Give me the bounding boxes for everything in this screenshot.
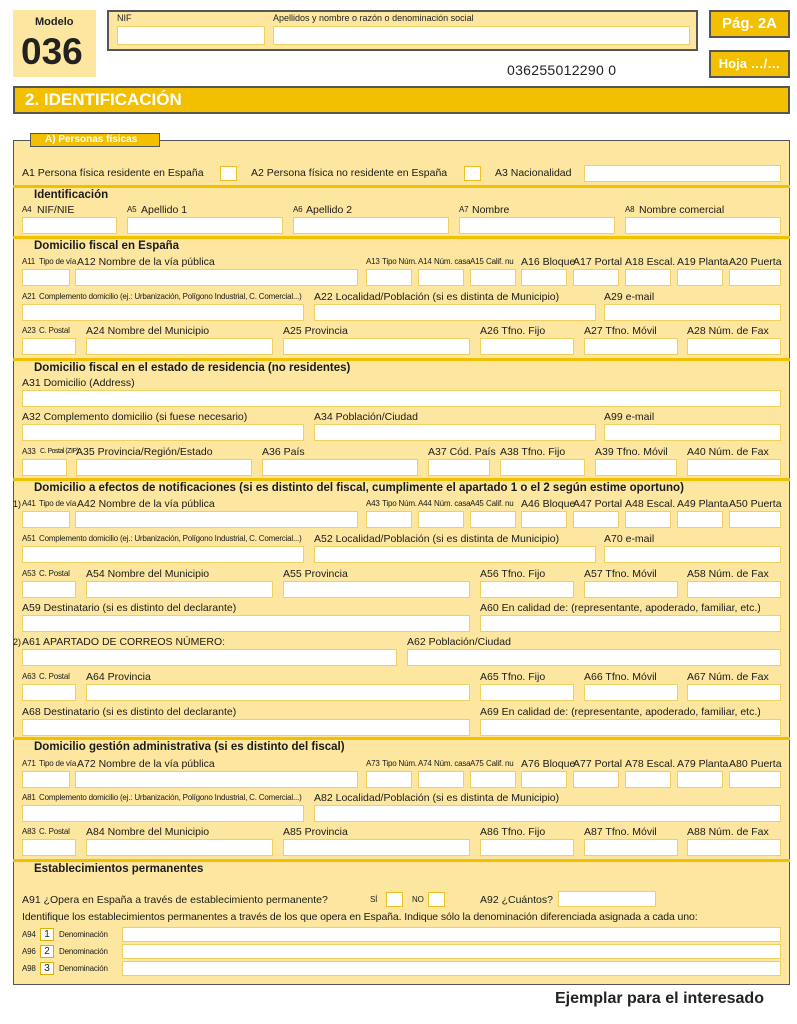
label-a52: A52 Localidad/Población (si es distinta de Municipio) — [314, 533, 560, 545]
cpostal-field[interactable] — [22, 338, 76, 355]
label-a79: A79 Planta — [677, 758, 729, 770]
provincia-field[interactable] — [283, 581, 470, 598]
label-a47: A47 Portal — [573, 498, 623, 510]
label-a40: A40 Núm. de Fax — [687, 446, 769, 458]
calidad-field[interactable] — [480, 719, 781, 736]
localidad-field[interactable] — [314, 546, 596, 563]
fax-field[interactable] — [687, 581, 781, 598]
name-field[interactable] — [273, 26, 690, 45]
tfno-movil-field[interactable] — [584, 338, 678, 355]
tfno-movil-res-field[interactable] — [595, 459, 677, 476]
puerta-field[interactable] — [729, 771, 781, 788]
tipo-num-field[interactable] — [366, 771, 412, 788]
label-a92: A92 ¿Cuántos? — [480, 894, 553, 906]
residencia-header: Domicilio fiscal en el estado de residencia (no residentes) — [14, 361, 363, 375]
label-a98: A98 — [22, 964, 36, 973]
portal-field[interactable] — [573, 269, 619, 286]
denominacion-3-field[interactable] — [122, 961, 781, 976]
email-field[interactable] — [604, 546, 781, 563]
nif-nie-field[interactable] — [22, 217, 117, 234]
label-a64: A64 Provincia — [86, 671, 151, 683]
label-a6-text: Apellido 2 — [306, 204, 353, 216]
label-a72: A72 Nombre de la vía pública — [77, 758, 215, 770]
domicilio-address-field[interactable] — [22, 390, 781, 407]
denominacion-1-field[interactable] — [122, 927, 781, 942]
label-a5-text: Apellido 1 — [141, 204, 188, 216]
label-a86: A86 Tfno. Fijo — [480, 826, 546, 838]
si-checkbox[interactable] — [386, 892, 403, 907]
label-a27: A27 Tfno. Móvil — [584, 325, 657, 337]
label-a2: A2 Persona física no residente en España — [251, 167, 448, 179]
label-a66: A66 Tfno. Móvil — [584, 671, 657, 683]
label-no: NO — [412, 895, 424, 904]
label-a77: A77 Portal — [573, 758, 623, 770]
label-a57: A57 Tfno. Móvil — [584, 568, 657, 580]
label-a36: A36 País — [262, 446, 305, 458]
sheet-badge: Hoja …/… — [709, 50, 790, 78]
calif-field[interactable] — [470, 771, 516, 788]
pais-field[interactable] — [262, 459, 418, 476]
label-a16: A16 Bloque — [521, 256, 576, 268]
label-complemento: Complemento domicilio (ej.: Urbanización, Polígono Industrial, C. Comercial...) — [39, 534, 302, 543]
fax-res-field[interactable] — [687, 459, 781, 476]
nif-field[interactable] — [117, 26, 265, 45]
label-a23: A23 — [22, 326, 36, 335]
email-field[interactable] — [604, 304, 781, 321]
label-cpostal: C. Postal — [39, 326, 70, 335]
label-tipo-via: Tipo de vía — [39, 499, 77, 508]
label-a59: A59 Destinatario (si es distinto del declarante) — [22, 602, 237, 614]
fax-field[interactable] — [687, 338, 781, 355]
destinatario-field[interactable] — [22, 719, 470, 736]
zip-field[interactable] — [22, 459, 67, 476]
label-a73: A73 — [366, 759, 380, 768]
label-cpostal: C. Postal — [39, 569, 70, 578]
label-a18: A18 Escal. — [625, 256, 676, 268]
cuantos-field[interactable] — [558, 891, 656, 907]
tipo-via-field[interactable] — [22, 771, 70, 788]
label-a58: A58 Núm. de Fax — [687, 568, 769, 580]
label-a12: A12 Nombre de la vía pública — [77, 256, 215, 268]
label-a62: A62 Población/Ciudad — [407, 636, 511, 648]
label-complemento: Complemento domicilio (ej.: Urbanización, Polígono Industrial, C. Comercial...) — [39, 793, 302, 802]
label-denominacion: Denominación — [59, 930, 108, 939]
label-a80: A80 Puerta — [729, 758, 782, 770]
num-1: 1 — [40, 928, 54, 941]
label-a19: A19 Planta — [677, 256, 729, 268]
label-opt-2: 2) — [13, 637, 22, 647]
label-a42: A42 Nombre de la vía pública — [77, 498, 215, 510]
poblacion-field[interactable] — [407, 649, 781, 666]
gestion-header: Domicilio gestión administrativa (si es distinto del fiscal) — [14, 740, 351, 754]
poblacion-res-field[interactable] — [314, 424, 596, 441]
provincia-field[interactable] — [86, 684, 470, 701]
cpostal-field[interactable] — [22, 581, 76, 598]
label-cpostal: C. Postal — [39, 672, 70, 681]
label-tipo-num: Tipo Núm. — [382, 759, 417, 768]
num-casa-field[interactable] — [418, 511, 464, 528]
page-badge: Pág. 2A — [709, 10, 790, 38]
label-a45: A45 — [470, 499, 484, 508]
label-a26: A26 Tfno. Fijo — [480, 325, 546, 337]
localidad-field[interactable] — [314, 805, 781, 822]
label-denominacion: Denominación — [59, 947, 108, 956]
label-a63: A63 — [22, 672, 36, 681]
puerta-field[interactable] — [729, 511, 781, 528]
label-a11: A11 — [22, 257, 36, 266]
puerta-field[interactable] — [729, 269, 781, 286]
cpostal-field[interactable] — [22, 684, 76, 701]
portal-field[interactable] — [573, 771, 619, 788]
label-calif: Calif. nu — [486, 759, 514, 768]
portal-field[interactable] — [573, 511, 619, 528]
label-a1: A1 Persona física residente en España — [22, 167, 204, 179]
label-num-casa: Núm. casa — [434, 257, 471, 266]
name-label: Apellidos y nombre o razón o denominación social — [273, 13, 474, 23]
tfno-fijo-field[interactable] — [480, 581, 574, 598]
num-casa-field[interactable] — [418, 269, 464, 286]
label-si: SÍ — [370, 895, 378, 904]
label-a41: A41 — [22, 499, 36, 508]
tfno-movil-field[interactable] — [584, 581, 678, 598]
modelo-box — [13, 10, 96, 77]
personas-tab: A) Personas físicas — [30, 133, 160, 147]
nombre-field[interactable] — [459, 217, 615, 234]
escalera-field[interactable] — [625, 269, 671, 286]
provincia-field[interactable] — [283, 839, 470, 856]
label-a25: A25 Provincia — [283, 325, 348, 337]
label-a54: A54 Nombre del Municipio — [86, 568, 210, 580]
label-a88: A88 Núm. de Fax — [687, 826, 769, 838]
label-a28: A28 Núm. de Fax — [687, 325, 769, 337]
tipo-num-field[interactable] — [366, 511, 412, 528]
label-a50: A50 Puerta — [729, 498, 782, 510]
tfno-fijo-field[interactable] — [480, 839, 574, 856]
num-2: 2 — [40, 945, 54, 958]
provincia-estado-field[interactable] — [76, 459, 252, 476]
establecimientos-header: Establecimientos permanentes — [14, 862, 209, 876]
planta-field[interactable] — [677, 511, 723, 528]
provincia-field[interactable] — [283, 338, 470, 355]
label-a68: A68 Destinatario (si es distinto del declarante) — [22, 706, 237, 718]
label-a53: A53 — [22, 569, 36, 578]
footer-text: Ejemplar para el interesado — [555, 990, 764, 1007]
escalera-field[interactable] — [625, 771, 671, 788]
label-a60: A60 En calidad de: (representante, apoderado, familiar, etc.) — [480, 602, 761, 614]
label-a82: A82 Localidad/Población (si es distinta de Municipio) — [314, 792, 560, 804]
label-a29: A29 e-mail — [604, 291, 655, 303]
label-a83: A83 — [22, 827, 36, 836]
label-a37: A37 Cód. País — [428, 446, 496, 458]
apellido2-field[interactable] — [293, 217, 449, 234]
modelo-number: 036 — [21, 31, 83, 72]
label-a51: A51 — [22, 534, 36, 543]
label-a8: A8 — [625, 205, 635, 214]
label-a84: A84 Nombre del Municipio — [86, 826, 210, 838]
label-a3: A3 Nacionalidad — [495, 167, 572, 179]
destinatario-field[interactable] — [22, 615, 470, 632]
num-casa-field[interactable] — [418, 771, 464, 788]
tfno-fijo-res-field[interactable] — [500, 459, 585, 476]
tipo-num-field[interactable] — [366, 269, 412, 286]
label-a7-text: Nombre — [472, 204, 510, 216]
planta-field[interactable] — [677, 771, 723, 788]
label-a17: A17 Portal — [573, 256, 623, 268]
escalera-field[interactable] — [625, 511, 671, 528]
cod-pais-field[interactable] — [428, 459, 490, 476]
label-num-casa: Núm. casa — [434, 759, 471, 768]
complemento-res-field[interactable] — [22, 424, 304, 441]
via-publica-field[interactable] — [75, 269, 358, 286]
barcode-number: 036255012290 0 — [507, 62, 617, 78]
label-a46: A46 Bloque — [521, 498, 576, 510]
label-a4-text: NIF/NIE — [37, 204, 75, 216]
apellido1-field[interactable] — [127, 217, 283, 234]
label-tipo-via: Tipo de vía — [39, 257, 77, 266]
a2-checkbox[interactable] — [464, 166, 481, 181]
label-a55: A55 Provincia — [283, 568, 348, 580]
label-a31: A31 Domicilio (Address) — [22, 377, 135, 389]
a1-checkbox[interactable] — [220, 166, 237, 181]
label-a74: A74 — [418, 759, 432, 768]
apartado-field[interactable] — [22, 649, 397, 666]
num-3: 3 — [40, 962, 54, 975]
nif-name-box — [107, 10, 698, 51]
email-res-field[interactable] — [604, 424, 781, 441]
label-a49: A49 Planta — [677, 498, 729, 510]
cpostal-field[interactable] — [22, 839, 76, 856]
label-a34: A34 Población/Ciudad — [314, 411, 418, 423]
planta-field[interactable] — [677, 269, 723, 286]
label-calif: Calif. nu — [486, 257, 514, 266]
nombre-comercial-field[interactable] — [625, 217, 781, 234]
via-publica-field[interactable] — [75, 771, 358, 788]
label-tipo-num: Tipo Núm. — [382, 499, 417, 508]
municipio-field[interactable] — [86, 581, 273, 598]
label-tipo-via: Tipo de vía — [39, 759, 77, 768]
calif-field[interactable] — [470, 269, 516, 286]
label-a39: A39 Tfno. Móvil — [595, 446, 668, 458]
tfno-movil-field[interactable] — [584, 684, 678, 701]
label-a33: A33 — [22, 447, 36, 456]
label-a87: A87 Tfno. Móvil — [584, 826, 657, 838]
label-a75: A75 — [470, 759, 484, 768]
label-a61: A61 APARTADO DE CORREOS NÚMERO: — [22, 636, 226, 648]
label-a6: A6 — [293, 205, 303, 214]
label-a21: A21 — [22, 292, 36, 301]
label-opt-1: 1) — [13, 499, 22, 509]
label-cpzip: C. Postal (ZIP) — [40, 448, 79, 455]
label-a7: A7 — [459, 205, 469, 214]
label-a5: A5 — [127, 205, 137, 214]
bloque-field[interactable] — [521, 511, 567, 528]
fax-field[interactable] — [687, 684, 781, 701]
denominacion-2-field[interactable] — [122, 944, 781, 959]
label-a20: A20 Puerta — [729, 256, 782, 268]
label-num-casa: Núm. casa — [434, 499, 471, 508]
label-a13: A13 — [366, 257, 380, 266]
label-cpostal: C. Postal — [39, 827, 70, 836]
tipo-via-field[interactable] — [22, 269, 70, 286]
no-checkbox[interactable] — [428, 892, 445, 907]
complemento-field[interactable] — [22, 304, 304, 321]
via-publica-field[interactable] — [75, 511, 358, 528]
label-a94: A94 — [22, 930, 36, 939]
municipio-field[interactable] — [86, 338, 273, 355]
label-a15: A15 — [470, 257, 484, 266]
notificaciones-header: Domicilio a efectos de notificaciones (si es distinto del fiscal, cumplimente el apartado 1 o el 2 según estime oportuno) — [14, 481, 696, 495]
label-a8-text: Nombre comercial — [639, 204, 725, 216]
label-a43: A43 — [366, 499, 380, 508]
separator — [13, 185, 790, 188]
label-a4: A4 — [22, 205, 32, 214]
complemento-field[interactable] — [22, 546, 304, 563]
domicilio-fiscal-header: Domicilio fiscal en España — [14, 239, 189, 253]
calif-field[interactable] — [470, 511, 516, 528]
tfno-fijo-field[interactable] — [480, 684, 574, 701]
tfno-fijo-field[interactable] — [480, 338, 574, 355]
label-a70: A70 e-mail — [604, 533, 655, 545]
label-a96: A96 — [22, 947, 36, 956]
label-a81: A81 — [22, 793, 36, 802]
label-a76: A76 Bloque — [521, 758, 576, 770]
label-a32: A32 Complemento domicilio (si fuese necesario) — [22, 411, 248, 423]
label-a78: A78 Escal. — [625, 758, 676, 770]
bloque-field[interactable] — [521, 269, 567, 286]
label-a14: A14 — [418, 257, 432, 266]
label-a24: A24 Nombre del Municipio — [86, 325, 210, 337]
instructions-text: Identifique los establecimientos permanentes a través de los que opera en España. Indique sólo la denominación diferenciada asignada a cada uno: — [22, 911, 698, 923]
label-a56: A56 Tfno. Fijo — [480, 568, 546, 580]
tipo-via-field[interactable] — [22, 511, 70, 528]
section-title: 2. IDENTIFICACIÓN — [13, 86, 790, 114]
label-a85: A85 Provincia — [283, 826, 348, 838]
bloque-field[interactable] — [521, 771, 567, 788]
label-a44: A44 — [418, 499, 432, 508]
label-a35: A35 Provincia/Región/Estado — [76, 446, 213, 458]
label-a67: A67 Núm. de Fax — [687, 671, 769, 683]
label-tipo-num: Tipo Núm. — [382, 257, 417, 266]
label-a99: A99 e-mail — [604, 411, 655, 423]
tfno-movil-field[interactable] — [584, 839, 678, 856]
label-calif: Calif. nu — [486, 499, 514, 508]
label-a48: A48 Escal. — [625, 498, 676, 510]
nacionalidad-field[interactable] — [584, 165, 781, 182]
label-a38: A38 Tfno. Fijo — [500, 446, 566, 458]
localidad-field[interactable] — [314, 304, 596, 321]
label-a22: A22 Localidad/Población (si es distinta de Municipio) — [314, 291, 560, 303]
label-a69: A69 En calidad de: (representante, apoderado, familiar, etc.) — [480, 706, 761, 718]
modelo-label: Modelo — [35, 16, 74, 28]
label-complemento: Complemento domicilio (ej.: Urbanización, Polígono Industrial, C. Comercial...) — [39, 292, 302, 301]
label-a91: A91 ¿Opera en España a través de establecimiento permanente? — [22, 894, 328, 906]
label-a65: A65 Tfno. Fijo — [480, 671, 546, 683]
ident-header: Identificación — [14, 188, 117, 202]
label-a71: A71 — [22, 759, 36, 768]
fax-field[interactable] — [687, 839, 781, 856]
label-denominacion: Denominación — [59, 964, 108, 973]
municipio-field[interactable] — [86, 839, 273, 856]
calidad-field[interactable] — [480, 615, 781, 632]
nif-label: NIF — [117, 13, 132, 23]
complemento-field[interactable] — [22, 805, 304, 822]
